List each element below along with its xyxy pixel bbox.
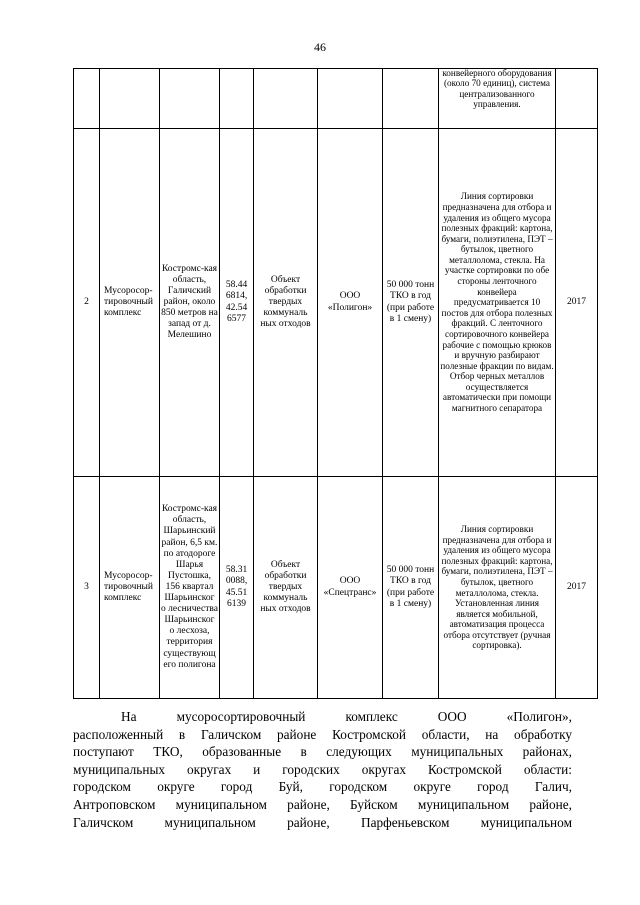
- cell-number: 2: [74, 129, 100, 477]
- paragraph-line: муниципальных округах и городских округах Костромской области:: [73, 761, 572, 777]
- cell-year: [556, 69, 598, 129]
- cell-type: Объект обработки твердых коммуналь ных отходов: [254, 129, 318, 477]
- table-row-continued: [74, 69, 598, 129]
- cell-capacity: 50 000 тонн ТКО в год (при работе в 1 смену): [383, 477, 439, 699]
- cell-name: Мусоросор-тировочный комплекс: [100, 477, 160, 699]
- paragraph-line: поступают ТКО, образованные в следующих муниципальных районах,: [73, 744, 572, 760]
- cell-capacity: [383, 69, 439, 129]
- paragraph-line: городском округе город Буй, городском округе город Галич,: [73, 779, 572, 795]
- page-number: 46: [314, 40, 326, 54]
- cell-description: Линия сортировки предназначена для отбора и удаления из общего мусора полезных фракций: картона, бумаги, полиэтилена, ПЭТ – бутылок, цветного металлолома, стекла. На участке сортировки по обе стороны ленточного конвейера предусматривается 10 постов для отбора полезных фракций. С ленточного сортировочного конвейера рабочие с помощью крюков и вручную разбирают полезные фракции по видам. Отбор черных металлов осуществляется автоматически при помощи магнитного сепаратора: [439, 129, 556, 477]
- table-row: [74, 129, 598, 477]
- cell-year: 2017: [556, 477, 598, 699]
- cell-coords: [220, 69, 254, 129]
- cell-operator: [318, 69, 383, 129]
- cell-operator: ООО «Спецтранс»: [318, 477, 383, 699]
- facilities-table: [73, 68, 598, 699]
- cell-description: [439, 69, 556, 129]
- description-clip: [440, 68, 554, 126]
- cell-name: [100, 69, 160, 129]
- paragraph-line: На мусоросортировочный комплекс ООО «Полигон»,: [121, 709, 572, 724]
- cell-coords: 58.31 0088, 45.51 6139: [220, 477, 254, 699]
- cell-operator: ООО «Полигон»: [318, 129, 383, 477]
- cell-type: Объект обработки твердых коммуналь ных отходов: [254, 477, 318, 699]
- cell-capacity: 50 000 тонн ТКО в год (при работе в 1 смену): [383, 129, 439, 477]
- cell-location: Костромс-кая область, Галичский район, около 850 метров на запад от д. Мелешино: [160, 129, 220, 477]
- table-row: [74, 477, 598, 699]
- cell-location: Костромс-кая область, Шарьинский район, 6,5 км. по атодороге Шарья Пустошка, 156 квартал Шарьинског о лесничества Шарьинског о лесхоза, территория существующ его полигона: [160, 477, 220, 699]
- cell-description: Линия сортировки предназначена для отбора и удаления из общего мусора полезных фракций: картона, бумаги, полиэтилена, ПЭТ – бутылок, цветного металлолома, стекла. Установленная линия является мобильной, автоматизация процесса отбора отсутствует (ручная сортировка).: [439, 477, 556, 699]
- body-paragraph: [73, 708, 572, 831]
- cell-name: Мусоросор-тировочный комплекс: [100, 129, 160, 477]
- paragraph-line: Антроповском муниципальном районе, Буйском муниципальном районе,: [73, 796, 572, 812]
- cell-number: [74, 69, 100, 129]
- cell-year: 2017: [556, 129, 598, 477]
- cell-location: [160, 69, 220, 129]
- paragraph-line: Галичском муниципальном районе, Парфеньевском муниципальном: [73, 814, 572, 830]
- cell-type: [254, 69, 318, 129]
- cell-coords: 58.44 6814, 42.54 6577: [220, 129, 254, 477]
- description-text: конвейерного оборудования (около 70 единиц), система централизованного управления.: [442, 67, 552, 110]
- paragraph-line: расположенный в Галичском районе Костромской области, на обработку: [73, 726, 572, 742]
- cell-number: 3: [74, 477, 100, 699]
